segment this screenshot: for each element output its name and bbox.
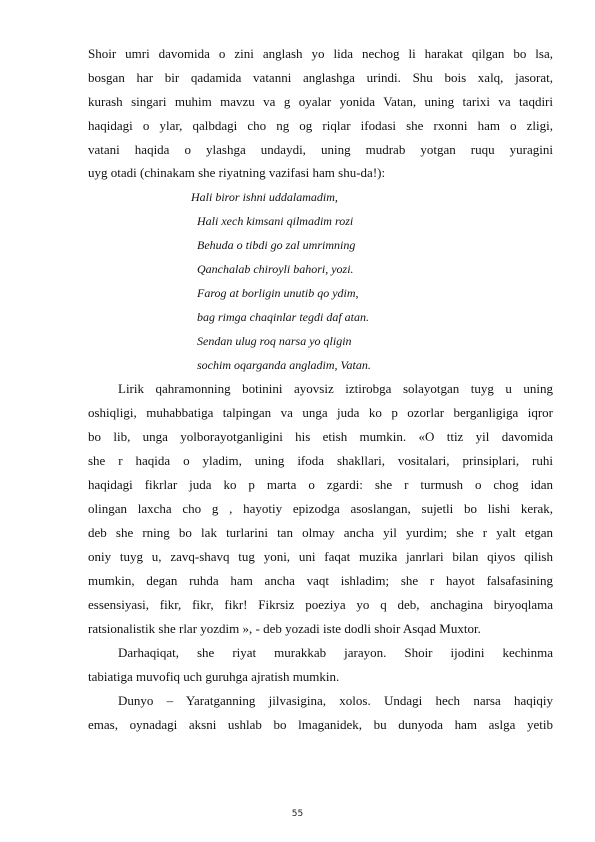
text-line: she r haqida o yladim, uning ifoda shakllari, vositalari, prinsiplari, ruhi	[88, 453, 553, 468]
poem-line: Hali biror ishni uddalamadim,	[191, 190, 338, 204]
page-number: 55	[291, 809, 304, 819]
text-line: bosgan har bir qadamida vatanni anglashga urindi. Shu bois xalq, jasorat,	[88, 70, 553, 85]
text-line: oshiqligi, muhabbatiga talpingan va unga juda ko p ozorlar berganligiga iqror	[88, 405, 553, 420]
text-line: Dunyo – Yaratganning jilvasigina, xolos. Undagi hech narsa haqiqiy	[118, 693, 553, 708]
text-line: olingan laxcha cho g , hayotiy epizodga asoslangan, sujetli bo lishi kerak,	[88, 501, 553, 516]
poem-line: Farog at borligin unutib qo ydim,	[197, 286, 359, 300]
text-line: kurash singari muhim mavzu va g oyalar yonida Vatan, uning tarixi va taqdiri	[88, 94, 553, 109]
text-line: Shoir umri davomida o zini anglash yo lida nechog li harakat qilgan bo lsa,	[88, 46, 553, 61]
text-line: emas, oynadagi aksni ushlab bo lmaganidek, bu dunyoda ham aslga yetib	[88, 717, 553, 732]
poem-line: Behuda o tibdi go zal umrimning	[197, 238, 356, 252]
text-line: essensiyasi, fikr, fikr, fikr! Fikrsiz poeziya yo q deb, anchagina biryoqlama	[88, 597, 553, 612]
text-line: bo lib, unga yolborayotganligini his etish mumkin. «O ttiz yil davomida	[88, 429, 553, 444]
poem-line: Sendan ulug roq narsa yo qligin	[197, 334, 352, 348]
text-line: haqidagi o ylar, qalbdagi cho ng og riqlar ifodasi she rxonni ham o zligi,	[88, 118, 553, 133]
text-line: deb she rning bo lak turlarini tan olmay ancha yil yurdim; she r yalt etgan	[88, 525, 553, 540]
text-line: haqidagi fikrlar juda ko p marta o zgardi: she r turmush o chog idan	[88, 477, 553, 492]
text-line: uyg otadi (chinakam she riyatning vazifasi ham shu-da!):	[88, 165, 386, 180]
text-line: ratsionalistik she rlar yozdim », - deb yozadi iste dodli shoir Asqad Muxtor.	[88, 621, 481, 636]
text-line: tabiatiga muvofiq uch guruhga ajratish mumkin.	[88, 669, 340, 684]
text-line: mumkin, degan ruhda ham ancha vaqt ishladim; she r hayot falsafasining	[88, 573, 553, 588]
text-line: oniy tuyg u, zavq-shavq tug yoni, uni faqat muzika janrlari bilan qiyos qilish	[88, 549, 553, 564]
poem-line: bag rimga chaqinlar tegdi daf atan.	[197, 310, 369, 324]
poem-line: Qanchalab chiroyli bahori, yozi.	[197, 262, 354, 276]
poem-line: sochim oqarganda angladim, Vatan.	[197, 358, 371, 372]
text-line: Darhaqiqat, she riyat murakkab jarayon. Shoir ijodini kechinma	[118, 645, 553, 660]
poem-line: Hali xech kimsani qilmadim rozi	[197, 214, 354, 228]
text-line: vatani haqida o ylashga undaydi, uning mudrab yotgan ruqu yuragini	[88, 142, 553, 157]
text-line: Lirik qahramonning botinini ayovsiz iztirobga solayotgan tuyg u uning	[118, 381, 553, 396]
